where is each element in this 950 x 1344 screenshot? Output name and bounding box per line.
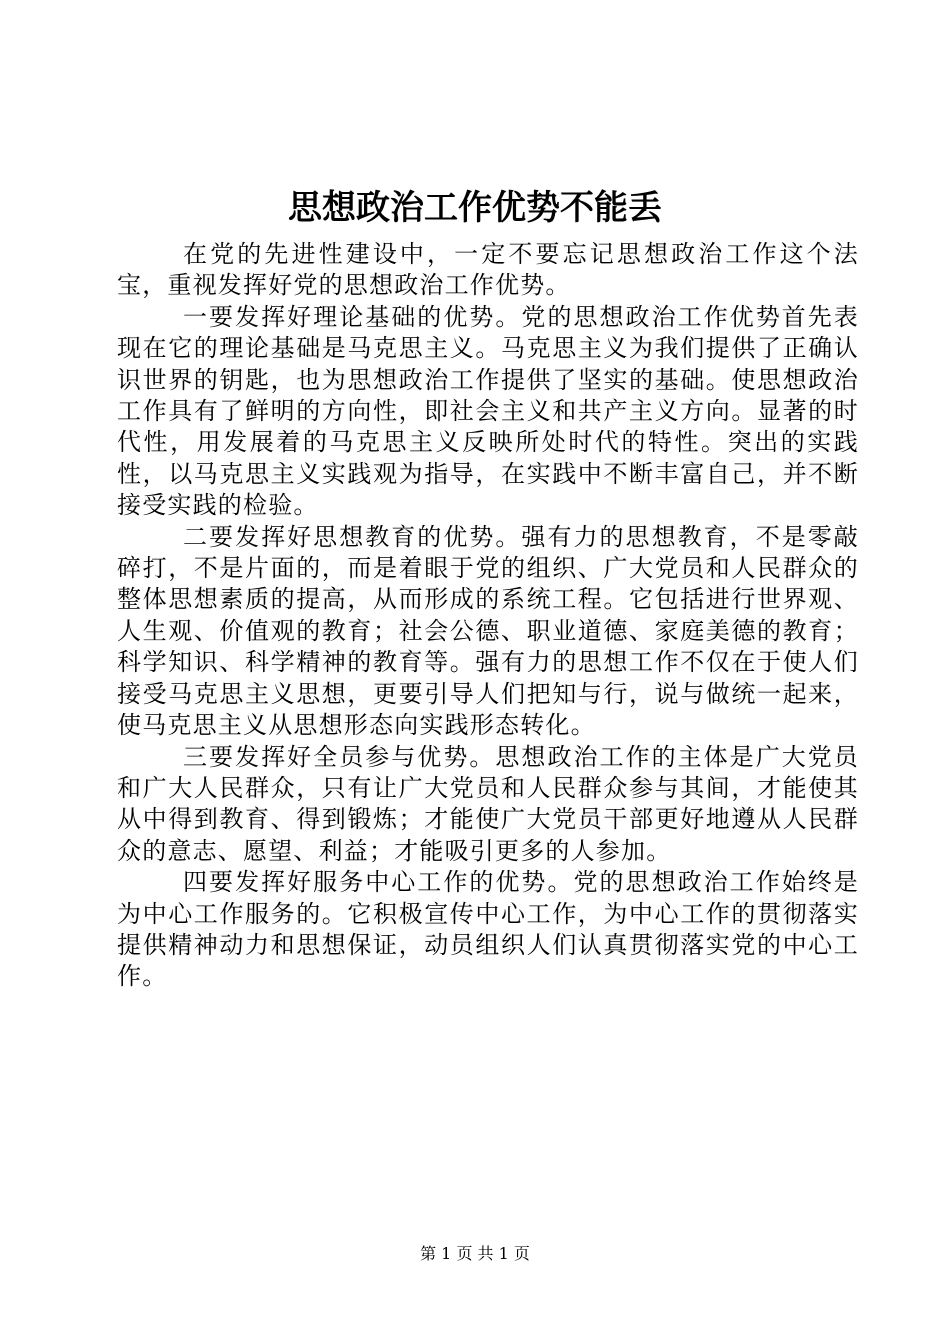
document-body: [117, 239, 859, 993]
document-title: 思想政治工作优势不能丢: [288, 188, 662, 228]
paragraph-theory-advantage: 一要发挥好理论基础的优势。党的思想政治工作优势首先表现在它的理论基础是马克思主义。马克思主义为我们提供了正确认识世界的钥匙，也为思想政治工作提供了坚实的基础。使思想政治工作具有了鲜明的方向性，即社会主义和共产主义方向。显著的时代性，用发展着的马克思主义反映所处时代的特性。突出的实践性，以马克思主义实践观为指导，在实践中不断丰富自己，并不断接受实践的检验。: [117, 302, 859, 520]
paragraph-intro: 在党的先进性建设中，一定不要忘记思想政治工作这个法宝，重视发挥好党的思想政治工作优势。: [117, 240, 859, 300]
paragraph-service-advantage: 四要发挥好服务中心工作的优势。党的思想政治工作始终是为中心工作服务的。它积极宣传中心工作，为中心工作的贯彻落实提供精神动力和思想保证，动员组织人们认真贯彻落实党的中心工作。: [117, 868, 859, 991]
paragraph-participation-advantage: 三要发挥好全员参与优势。思想政治工作的主体是广大党员和广大人民群众，只有让广大党员和人民群众参与其间，才能使其从中得到教育、得到锻炼；才能使广大党员干部更好地遵从人民群众的意志、愿望、利益；才能吸引更多的人参加。: [117, 742, 859, 865]
page-number-footer: 第 1 页 共 1 页: [420, 1244, 530, 1263]
paragraph-education-advantage: 二要发挥好思想教育的优势。强有力的思想教育，不是零敲碎打，不是片面的，而是着眼于党的组织、广大党员和人民群众的整体思想素质的提高，从而形成的系统工程。它包括进行世界观、人生观、价值观的教育；社会公德、职业道德、家庭美德的教育；科学知识、科学精神的教育等。强有力的思想工作不仅在于使人们接受马克思主义思想，更要引导人们把知与行，说与做统一起来，使马克思主义从思想形态向实践形态转化。: [117, 522, 859, 740]
